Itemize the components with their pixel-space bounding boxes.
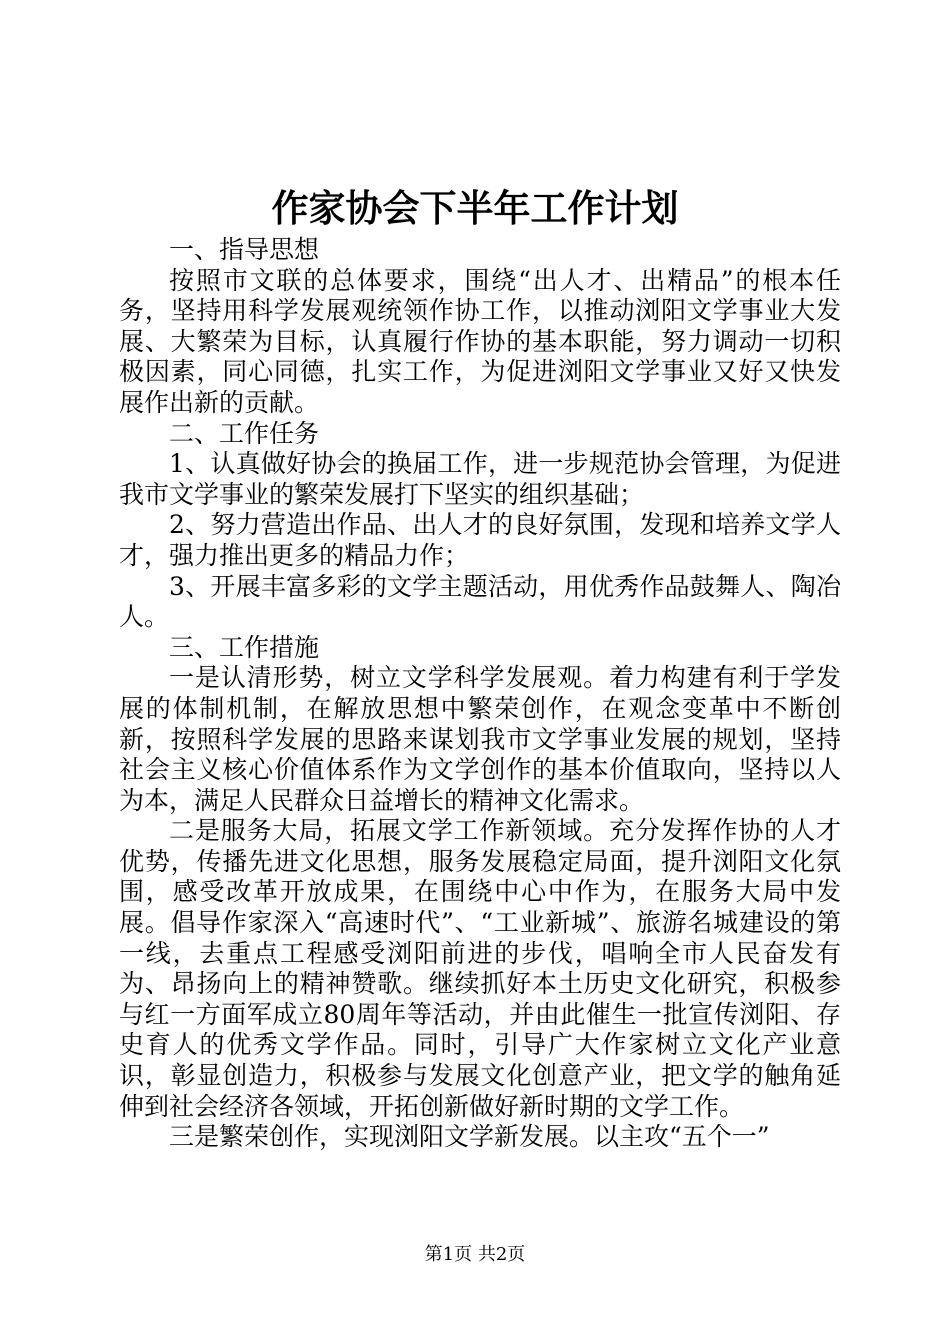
paragraph: 三是繁荣创作，实现浏阳文学新发展。以主攻“五个一”	[169, 1122, 770, 1152]
page-title: 作家协会下半年工作计划	[271, 187, 679, 230]
paragraph: 3、开展丰富多彩的文学主题活动，用优秀作品鼓舞人、陶冶人。	[119, 571, 841, 632]
paragraph: 二是服务大局，拓展文学工作新领域。充分发挥作协的人才优势，传播先进文化思想，服务发展稳定局面，提升浏阳文化氛围，感受改革开放成果，在围绕中心中作为，在服务大局中发展。倡导作家深入“高速时代”、“工业新城”、旅游名城建设的第一线，去重点工程感受浏阳前进的步伐，唱响全市人民奋发有为、昂扬向上的精神赞歌。继续抓好本土历史文化研究，积极参与红一方面军成立80周年等活动，并由此催生一批宣传浏阳、存史育人的优秀文学作品。同时，引导广大作家树立文化产业意识，彰显创造力，积极参与发展文化创意产业，把文学的触角延伸到社会经济各领域，开拓创新做好新时期的文学工作。	[119, 816, 841, 1121]
section-heading-work-tasks: 二、工作任务	[169, 418, 320, 448]
section-heading-guiding-ideology: 一、指导思想	[169, 235, 320, 264]
section-heading-work-measures: 三、工作措施	[169, 632, 320, 662]
paragraph: 2、努力营造出作品、出人才的良好氛围，发现和培养文学人才，强力推出更多的精品力作；	[119, 510, 841, 570]
paragraph: 一是认清形势，树立文学科学发展观。着力构建有利于学发展的体制机制，在解放思想中繁荣创作，在观念变革中不断创新，按照科学发展的思路来谋划我市文学事业发展的规划，坚持社会主义核心价值体系作为文学创作的基本价值取向，坚持以人为本，满足人民群众日益增长的精神文化需求。	[119, 663, 841, 815]
paragraph: 1、认真做好协会的换届工作，进一步规范协会管理，为促进我市文学事业的繁荣发展打下坚实的组织基础；	[119, 449, 841, 509]
paragraph: 按照市文联的总体要求，围绕“出人才、出精品”的根本任务，坚持用科学发展观统领作协工作，以推动浏阳文学事业大发展、大繁荣为目标，认真履行作协的基本职能，努力调动一切积极因素，同心同德，扎实工作，为促进浏阳文学事业又好又快发展作出新的贡献。	[119, 265, 841, 417]
page-footer: 第1页 共2页	[424, 1244, 526, 1265]
document-body	[119, 235, 841, 1153]
